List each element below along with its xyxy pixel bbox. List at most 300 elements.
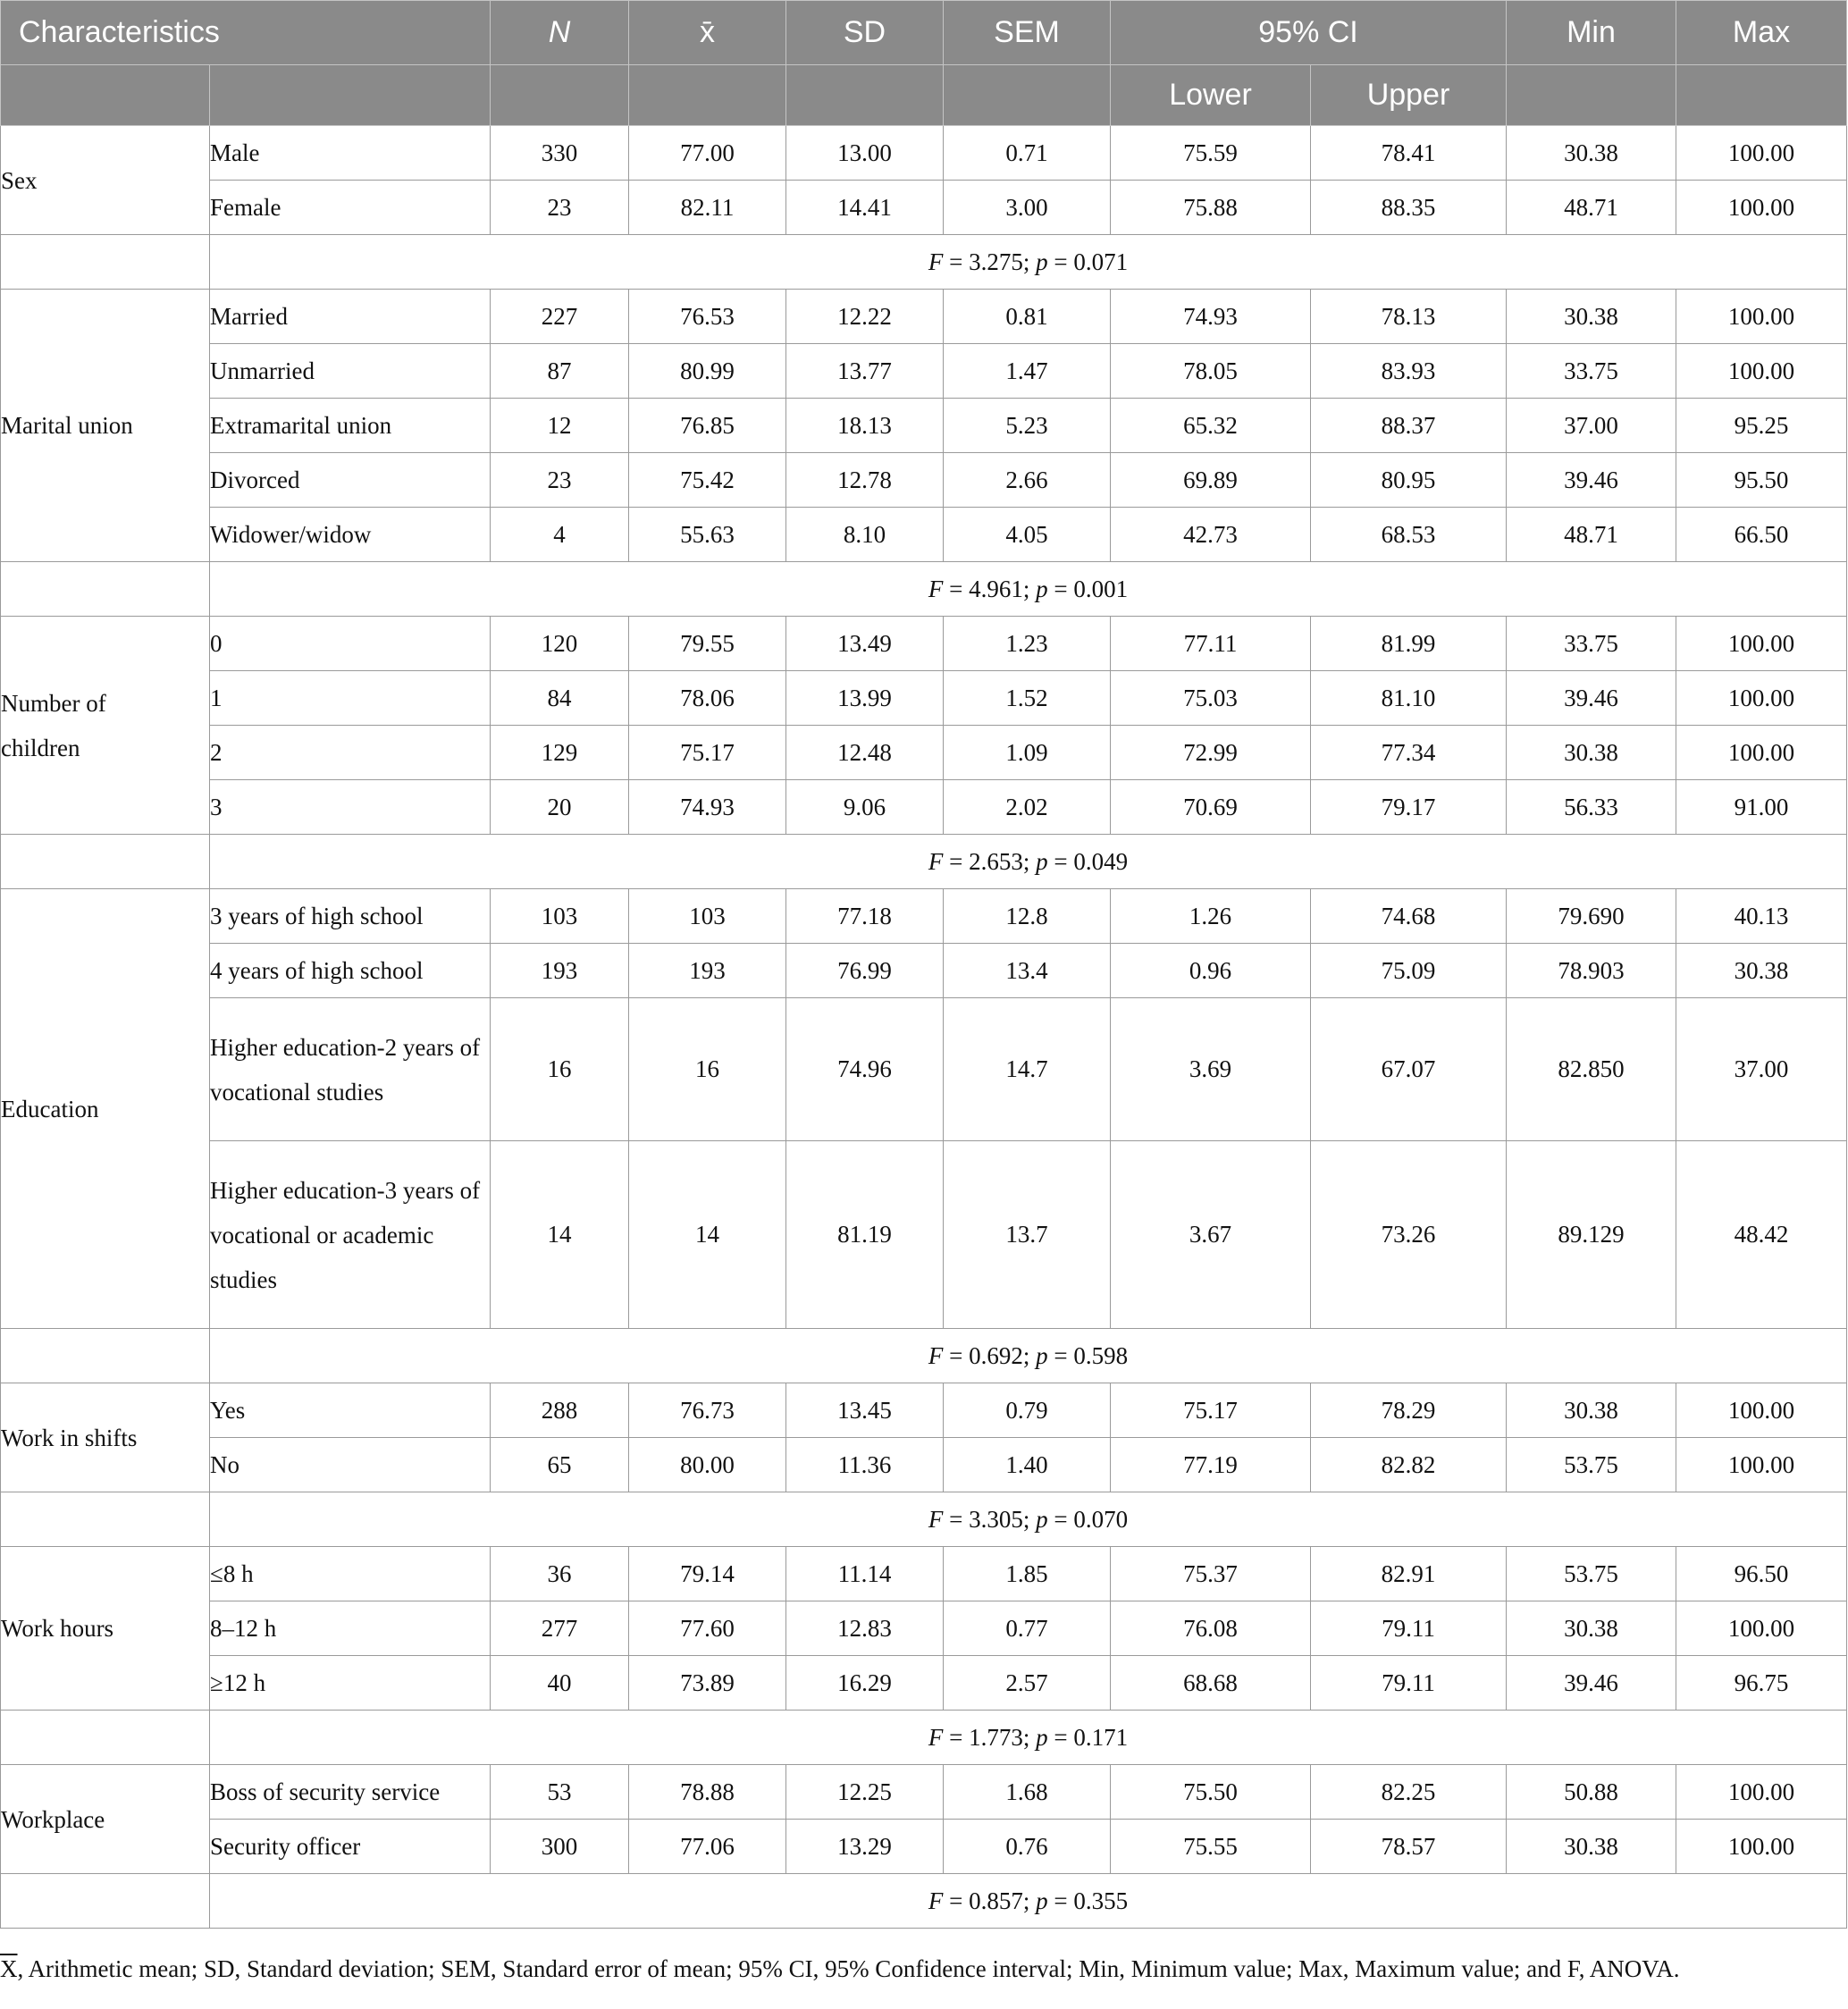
subcategory-label: 8–12 h [210,1601,491,1656]
f-label: F [928,1723,944,1751]
separator: ; [1022,847,1037,875]
header-sd: SD [786,1,944,65]
footnote-symbol: $\overline{X}$ [0,1955,18,1982]
cell-sem: 1.23 [944,617,1111,671]
header-n: N [491,1,629,65]
subcategory-label: Extramarital union [210,399,491,453]
cell-min: 39.46 [1507,671,1676,726]
cell-mean: 14 [629,1141,786,1329]
cell-sd: 12.48 [786,726,944,780]
subcategory-label: Female [210,181,491,235]
subcategory-label: ≥12 h [210,1656,491,1711]
f-value: 2.653 [969,847,1023,875]
anova-row [1,1874,1847,1929]
separator: ; [1022,1505,1037,1533]
cell-lower: 69.89 [1111,453,1311,508]
table-row [1,780,1847,835]
cell-sd: 9.06 [786,780,944,835]
cell-lower: 3.69 [1111,998,1311,1141]
cell-min: 30.38 [1507,1601,1676,1656]
subcategory-label: Widower/widow [210,508,491,562]
table-row [1,998,1847,1141]
table-row [1,1141,1847,1329]
anova-blank-cell [1,562,210,617]
separator: ; [1022,1723,1037,1751]
header-blank [210,65,491,126]
cell-sem: 0.81 [944,290,1111,344]
cell-upper: 75.09 [1311,944,1507,998]
cell-n: 330 [491,126,629,181]
cell-lower: 74.93 [1111,290,1311,344]
subcategory-label: Higher education-2 years of vocational studies [210,998,491,1141]
p-label: p [1036,1341,1048,1369]
cell-max: 100.00 [1676,1820,1847,1874]
header-blank [629,65,786,126]
cell-lower: 77.11 [1111,617,1311,671]
anova-result [210,1711,1847,1765]
cell-max: 100.00 [1676,344,1847,399]
f-value: 3.275 [969,248,1023,275]
cell-sd: 81.19 [786,1141,944,1329]
p-label: p [1036,1887,1048,1914]
header-blank [491,65,629,126]
footnote [0,1955,1680,1983]
cell-min: 53.75 [1507,1547,1676,1601]
cell-min: 39.46 [1507,453,1676,508]
table-body [1,126,1847,1929]
p-label: p [1036,575,1048,602]
header-row-primary [1,1,1847,65]
subcategory-label: 3 [210,780,491,835]
table-row [1,726,1847,780]
anova-blank-cell [1,1874,210,1929]
cell-mean: 78.88 [629,1765,786,1820]
cell-lower: 78.05 [1111,344,1311,399]
cell-sd: 13.49 [786,617,944,671]
table-row [1,508,1847,562]
cell-lower: 75.50 [1111,1765,1311,1820]
cell-min: 30.38 [1507,1383,1676,1438]
cell-mean: 193 [629,944,786,998]
cell-sem: 4.05 [944,508,1111,562]
cell-max: 100.00 [1676,126,1847,181]
anova-row [1,235,1847,290]
header-blank [786,65,944,126]
cell-mean: 77.06 [629,1820,786,1874]
table-row [1,617,1847,671]
cell-sem: 2.02 [944,780,1111,835]
cell-sd: 13.77 [786,344,944,399]
cell-sem: 1.09 [944,726,1111,780]
cell-max: 95.50 [1676,453,1847,508]
cell-upper: 67.07 [1311,998,1507,1141]
equals-sign: = [1047,1341,1074,1369]
table-row [1,1383,1847,1438]
table-row [1,290,1847,344]
cell-sem: 5.23 [944,399,1111,453]
table-row [1,1820,1847,1874]
cell-upper: 88.35 [1311,181,1507,235]
cell-lower: 1.26 [1111,889,1311,944]
cell-sd: 16.29 [786,1656,944,1711]
anova-result [210,1874,1847,1929]
cell-upper: 82.25 [1311,1765,1507,1820]
cell-sd: 14.41 [786,181,944,235]
group-label: Sex [1,126,210,235]
cell-max: 66.50 [1676,508,1847,562]
cell-sd: 13.00 [786,126,944,181]
cell-max: 91.00 [1676,780,1847,835]
cell-upper: 83.93 [1311,344,1507,399]
cell-lower: 68.68 [1111,1656,1311,1711]
cell-sem: 3.00 [944,181,1111,235]
anova-result [210,835,1847,889]
subcategory-label: Yes [210,1383,491,1438]
cell-sem: 0.79 [944,1383,1111,1438]
header-ci-lower: Lower [1111,65,1311,126]
cell-min: 30.38 [1507,726,1676,780]
cell-sem: 13.7 [944,1141,1111,1329]
cell-n: 4 [491,508,629,562]
subcategory-label: Divorced [210,453,491,508]
cell-lower: 70.69 [1111,780,1311,835]
header-ci-upper: Upper [1311,65,1507,126]
equals-sign: = [1047,575,1074,602]
cell-sem: 14.7 [944,998,1111,1141]
equals-sign: = [943,1723,970,1751]
p-value: 0.071 [1073,248,1129,275]
cell-max: 100.00 [1676,290,1847,344]
cell-lower: 75.03 [1111,671,1311,726]
cell-min: 33.75 [1507,344,1676,399]
cell-lower: 75.37 [1111,1547,1311,1601]
table-row [1,453,1847,508]
cell-lower: 75.55 [1111,1820,1311,1874]
cell-mean: 55.63 [629,508,786,562]
cell-lower: 75.17 [1111,1383,1311,1438]
subcategory-label: 4 years of high school [210,944,491,998]
subcategory-label: Security officer [210,1820,491,1874]
table-row [1,1656,1847,1711]
cell-min: 79.690 [1507,889,1676,944]
cell-sem: 1.85 [944,1547,1111,1601]
subcategory-label: 1 [210,671,491,726]
f-label: F [928,847,944,875]
cell-mean: 103 [629,889,786,944]
subcategory-label: Male [210,126,491,181]
group-label: Work in shifts [1,1383,210,1492]
header-mean: x̄ [629,1,786,65]
f-value: 4.961 [969,575,1023,602]
cell-sem: 0.77 [944,1601,1111,1656]
cell-sd: 12.25 [786,1765,944,1820]
equals-sign: = [943,248,970,275]
cell-max: 100.00 [1676,726,1847,780]
cell-upper: 82.82 [1311,1438,1507,1492]
cell-max: 100.00 [1676,181,1847,235]
cell-lower: 3.67 [1111,1141,1311,1329]
cell-mean: 16 [629,998,786,1141]
cell-upper: 88.37 [1311,399,1507,453]
cell-n: 129 [491,726,629,780]
table-row [1,1547,1847,1601]
group-label: Number of children [1,617,210,835]
subcategory-label: Married [210,290,491,344]
subcategory-label: No [210,1438,491,1492]
cell-lower: 42.73 [1111,508,1311,562]
group-label: Marital union [1,290,210,562]
cell-sem: 0.76 [944,1820,1111,1874]
header-blank [944,65,1111,126]
cell-n: 65 [491,1438,629,1492]
f-value: 3.305 [969,1505,1023,1533]
cell-n: 193 [491,944,629,998]
equals-sign: = [943,1341,970,1369]
equals-sign: = [943,847,970,875]
cell-sd: 77.18 [786,889,944,944]
cell-n: 12 [491,399,629,453]
cell-sd: 11.14 [786,1547,944,1601]
cell-max: 96.75 [1676,1656,1847,1711]
subcategory-label: Boss of security service [210,1765,491,1820]
cell-sd: 18.13 [786,399,944,453]
cell-lower: 77.19 [1111,1438,1311,1492]
p-label: p [1036,248,1048,275]
table-row [1,1438,1847,1492]
cell-min: 33.75 [1507,617,1676,671]
cell-mean: 77.60 [629,1601,786,1656]
anova-row [1,1329,1847,1383]
cell-min: 50.88 [1507,1765,1676,1820]
cell-upper: 81.10 [1311,671,1507,726]
anova-result [210,235,1847,290]
cell-n: 40 [491,1656,629,1711]
header-min: Min [1507,1,1676,65]
subcategory-label: Unmarried [210,344,491,399]
table-row [1,671,1847,726]
cell-upper: 78.13 [1311,290,1507,344]
cell-n: 16 [491,998,629,1141]
separator: ; [1022,1887,1037,1914]
group-label: Education [1,889,210,1329]
cell-sem: 1.52 [944,671,1111,726]
equals-sign: = [1047,1505,1074,1533]
cell-min: 48.71 [1507,181,1676,235]
anova-row [1,835,1847,889]
equals-sign: = [943,575,970,602]
cell-min: 78.903 [1507,944,1676,998]
f-label: F [928,1341,944,1369]
cell-upper: 79.11 [1311,1656,1507,1711]
cell-n: 84 [491,671,629,726]
table-row [1,344,1847,399]
p-label: p [1036,1505,1048,1533]
cell-mean: 76.73 [629,1383,786,1438]
f-value: 0.692 [969,1341,1023,1369]
table-row [1,399,1847,453]
cell-mean: 75.42 [629,453,786,508]
cell-mean: 80.00 [629,1438,786,1492]
p-label: p [1036,1723,1048,1751]
cell-mean: 75.17 [629,726,786,780]
f-label: F [928,1887,944,1914]
subcategory-label: 3 years of high school [210,889,491,944]
cell-sd: 74.96 [786,998,944,1141]
group-label: Work hours [1,1547,210,1711]
header-max: Max [1676,1,1847,65]
cell-upper: 74.68 [1311,889,1507,944]
cell-max: 100.00 [1676,1383,1847,1438]
table-row [1,944,1847,998]
cell-sem: 2.66 [944,453,1111,508]
cell-min: 30.38 [1507,290,1676,344]
cell-min: 48.71 [1507,508,1676,562]
cell-sd: 76.99 [786,944,944,998]
p-value: 0.355 [1073,1887,1129,1914]
cell-sem: 0.71 [944,126,1111,181]
subcategory-label: ≤8 h [210,1547,491,1601]
cell-mean: 76.85 [629,399,786,453]
table-row [1,126,1847,181]
cell-min: 37.00 [1507,399,1676,453]
f-label: F [928,575,944,602]
equals-sign: = [1047,1723,1074,1751]
cell-lower: 65.32 [1111,399,1311,453]
cell-sem: 2.57 [944,1656,1111,1711]
header-ci: 95% CI [1111,1,1507,65]
cell-sd: 11.36 [786,1438,944,1492]
anova-blank-cell [1,1329,210,1383]
cell-mean: 82.11 [629,181,786,235]
cell-n: 120 [491,617,629,671]
cell-n: 20 [491,780,629,835]
cell-min: 39.46 [1507,1656,1676,1711]
f-value: 0.857 [969,1887,1023,1914]
equals-sign: = [1047,1887,1074,1914]
cell-n: 103 [491,889,629,944]
p-value: 0.598 [1073,1341,1129,1369]
cell-sd: 8.10 [786,508,944,562]
equals-sign: = [1047,248,1074,275]
cell-max: 37.00 [1676,998,1847,1141]
cell-upper: 78.41 [1311,126,1507,181]
cell-sd: 12.83 [786,1601,944,1656]
cell-n: 227 [491,290,629,344]
cell-max: 100.00 [1676,1601,1847,1656]
cell-min: 53.75 [1507,1438,1676,1492]
cell-sd: 13.99 [786,671,944,726]
cell-min: 30.38 [1507,1820,1676,1874]
cell-mean: 77.00 [629,126,786,181]
cell-upper: 80.95 [1311,453,1507,508]
cell-max: 40.13 [1676,889,1847,944]
cell-lower: 75.59 [1111,126,1311,181]
p-value: 0.001 [1073,575,1129,602]
cell-min: 56.33 [1507,780,1676,835]
cell-sem: 12.8 [944,889,1111,944]
cell-lower: 0.96 [1111,944,1311,998]
cell-max: 100.00 [1676,617,1847,671]
table-row [1,1765,1847,1820]
cell-sem: 1.68 [944,1765,1111,1820]
subcategory-label: Higher education-3 years of vocational or academic studies [210,1141,491,1329]
cell-n: 36 [491,1547,629,1601]
cell-n: 87 [491,344,629,399]
cell-n: 300 [491,1820,629,1874]
header-sem: SEM [944,1,1111,65]
equals-sign: = [1047,847,1074,875]
cell-upper: 78.29 [1311,1383,1507,1438]
p-value: 0.070 [1073,1505,1129,1533]
cell-min: 82.850 [1507,998,1676,1141]
cell-max: 95.25 [1676,399,1847,453]
table-row [1,889,1847,944]
header-blank [1,65,210,126]
cell-lower: 76.08 [1111,1601,1311,1656]
anova-result [210,1492,1847,1547]
equals-sign: = [943,1505,970,1533]
cell-max: 96.50 [1676,1547,1847,1601]
subcategory-label: 0 [210,617,491,671]
cell-n: 23 [491,181,629,235]
cell-n: 288 [491,1383,629,1438]
anova-blank-cell [1,1492,210,1547]
anova-blank-cell [1,1711,210,1765]
cell-upper: 79.17 [1311,780,1507,835]
header-blank [1676,65,1847,126]
cell-min: 89.129 [1507,1141,1676,1329]
cell-upper: 73.26 [1311,1141,1507,1329]
cell-mean: 78.06 [629,671,786,726]
table-row [1,181,1847,235]
cell-n: 53 [491,1765,629,1820]
f-label: F [928,1505,944,1533]
cell-lower: 75.88 [1111,181,1311,235]
anova-result [210,1329,1847,1383]
cell-mean: 79.55 [629,617,786,671]
cell-mean: 73.89 [629,1656,786,1711]
separator: ; [1022,1341,1037,1369]
cell-mean: 79.14 [629,1547,786,1601]
anova-blank-cell [1,835,210,889]
cell-n: 277 [491,1601,629,1656]
anova-row [1,1711,1847,1765]
cell-upper: 77.34 [1311,726,1507,780]
f-label: F [928,248,944,275]
anova-blank-cell [1,235,210,290]
footnote-text: , Arithmetic mean; SD, Standard deviation; SEM, Standard error of mean; 95% CI, 95% Confidence interval; Min, Minimum value; Max, Maximum value; and F, ANOVA. [17,1955,1680,1982]
cell-upper: 82.91 [1311,1547,1507,1601]
separator: ; [1022,248,1037,275]
cell-n: 23 [491,453,629,508]
p-value: 0.049 [1073,847,1129,875]
cell-sd: 13.29 [786,1820,944,1874]
subcategory-label: 2 [210,726,491,780]
cell-min: 30.38 [1507,126,1676,181]
cell-mean: 74.93 [629,780,786,835]
cell-mean: 76.53 [629,290,786,344]
header-row-secondary [1,65,1847,126]
cell-upper: 68.53 [1311,508,1507,562]
cell-lower: 72.99 [1111,726,1311,780]
p-label: p [1036,847,1048,875]
header-blank [1507,65,1676,126]
anova-row [1,1492,1847,1547]
cell-sd: 13.45 [786,1383,944,1438]
cell-max: 30.38 [1676,944,1847,998]
cell-sem: 1.47 [944,344,1111,399]
cell-sem: 13.4 [944,944,1111,998]
